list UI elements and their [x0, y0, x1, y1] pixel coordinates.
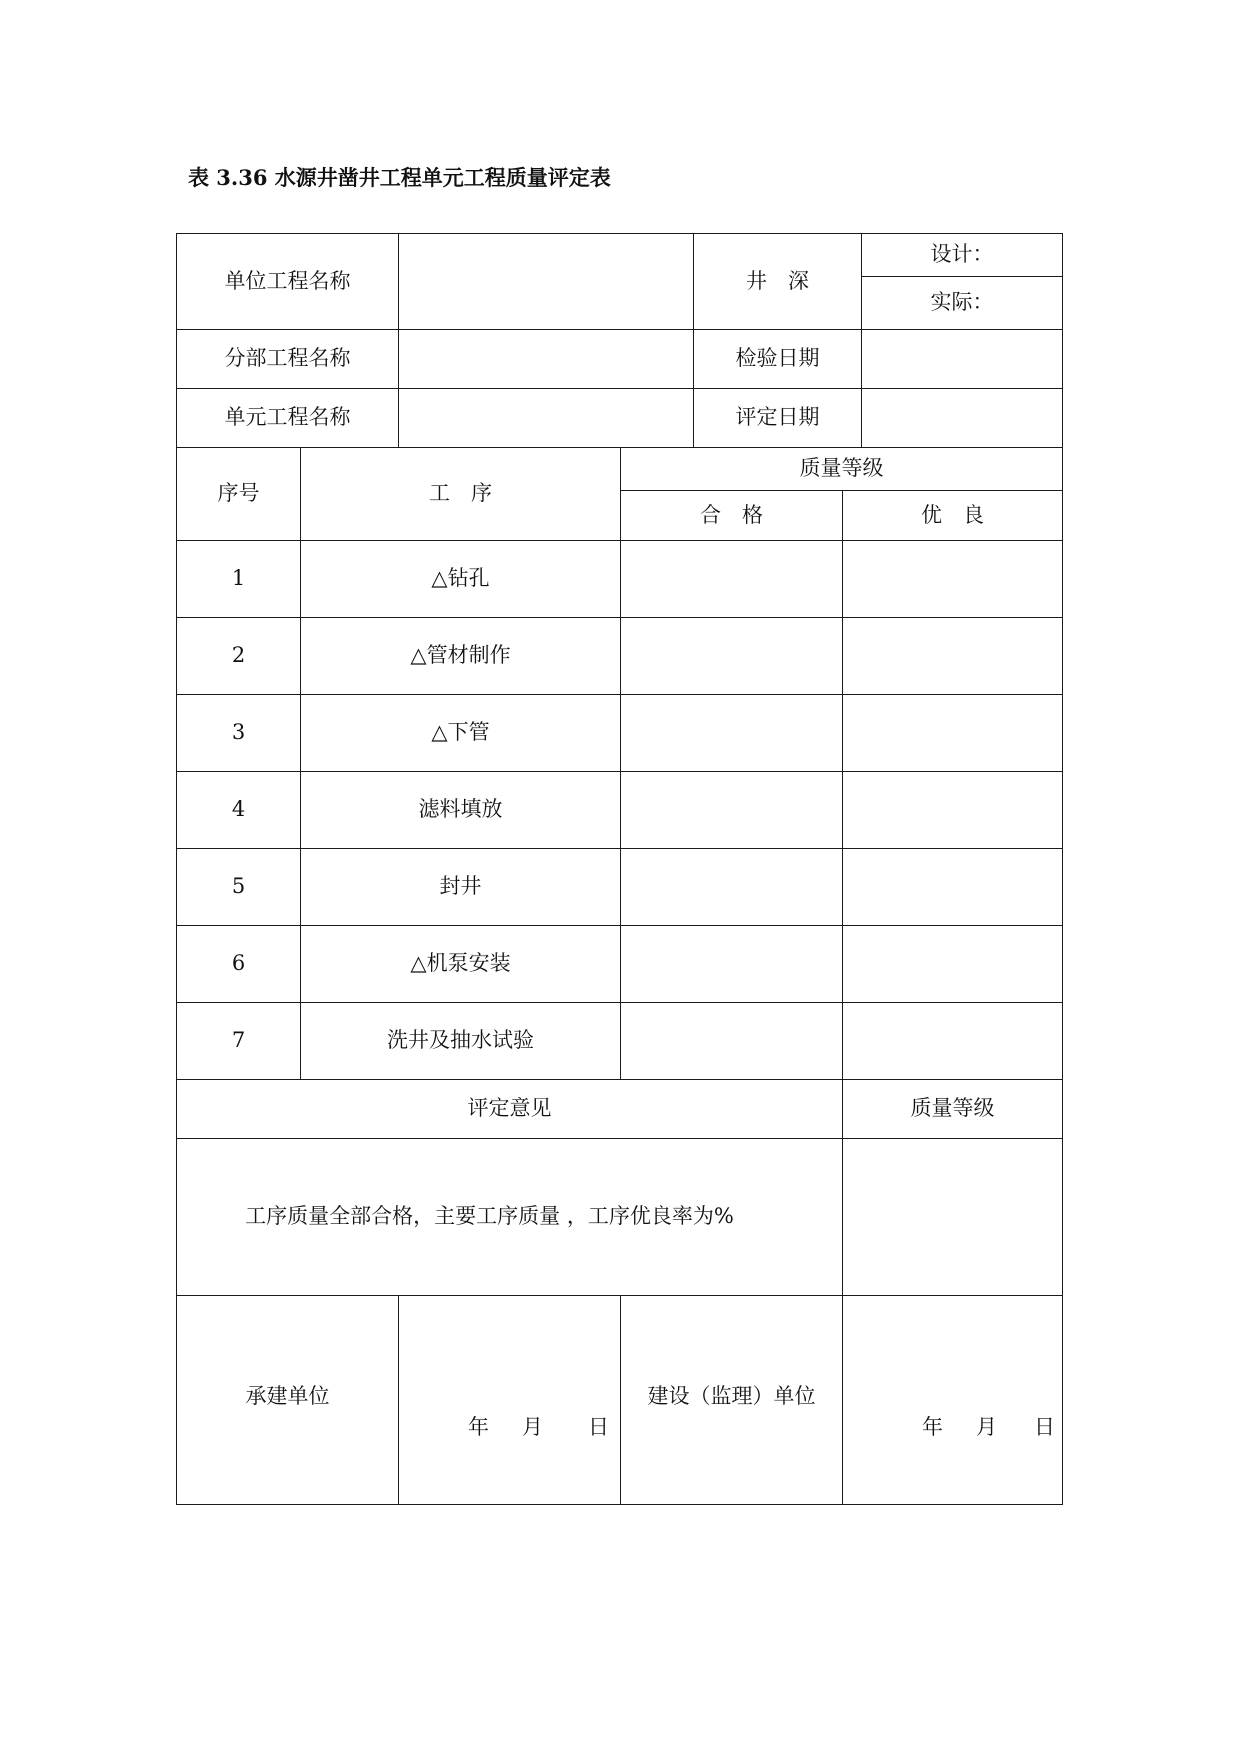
contractor-date-day: 日 — [588, 1415, 609, 1439]
owner-signature-field[interactable] — [842, 1295, 1063, 1505]
evaluation-opinion-text[interactable]: 工序质量全部合格，主要工序质量 ，工序优良率为% — [176, 1138, 843, 1296]
contractor-date-month: 月 — [522, 1415, 543, 1439]
evaluation-date-label: 评定日期 — [693, 388, 862, 448]
element-project-name-label: 单元工程名称 — [176, 388, 399, 448]
row-qualified-cell[interactable] — [620, 1002, 843, 1080]
division-project-name-label: 分部工程名称 — [176, 329, 399, 389]
row-no: 7 — [176, 1002, 301, 1080]
qualified-header: 合 格 — [620, 490, 843, 541]
unit-project-name-label: 单位工程名称 — [176, 233, 399, 330]
row-excellent-cell[interactable] — [842, 694, 1063, 772]
row-no: 6 — [176, 925, 301, 1003]
contractor-signature-field[interactable] — [398, 1295, 621, 1505]
row-qualified-cell[interactable] — [620, 694, 843, 772]
owner-date-year: 年 — [922, 1415, 943, 1439]
contractor-date-year: 年 — [468, 1415, 489, 1439]
excellent-header: 优 良 — [842, 490, 1063, 541]
row-excellent-cell[interactable] — [842, 617, 1063, 695]
evaluation-grade-field[interactable] — [842, 1138, 1063, 1296]
contractor-label: 承建单位 — [176, 1295, 399, 1505]
evaluation-grade-header: 质量等级 — [842, 1079, 1063, 1139]
row-excellent-cell[interactable] — [842, 540, 1063, 618]
row-no: 1 — [176, 540, 301, 618]
row-excellent-cell[interactable] — [842, 848, 1063, 926]
row-process: △下管 — [300, 694, 621, 772]
row-excellent-cell[interactable] — [842, 1002, 1063, 1080]
well-depth-label: 井 深 — [693, 233, 862, 330]
division-project-name-field[interactable] — [398, 329, 694, 389]
element-project-name-field[interactable] — [398, 388, 694, 448]
row-qualified-cell[interactable] — [620, 540, 843, 618]
row-no: 5 — [176, 848, 301, 926]
evaluation-date-field[interactable] — [861, 388, 1063, 448]
inspection-date-field[interactable] — [861, 329, 1063, 389]
design-depth-field[interactable]: 设计： — [861, 233, 1063, 277]
row-process: 封井 — [300, 848, 621, 926]
row-no: 2 — [176, 617, 301, 695]
owner-supervisor-label: 建设（监理）单位 — [620, 1295, 843, 1505]
row-excellent-cell[interactable] — [842, 925, 1063, 1003]
inspection-date-label: 检验日期 — [693, 329, 862, 389]
owner-date-day: 日 — [1034, 1415, 1055, 1439]
row-qualified-cell[interactable] — [620, 848, 843, 926]
evaluation-opinion-header: 评定意见 — [176, 1079, 843, 1139]
quality-grade-header: 质量等级 — [620, 447, 1063, 491]
row-process: 洗井及抽水试验 — [300, 1002, 621, 1080]
row-process: △钻孔 — [300, 540, 621, 618]
row-qualified-cell[interactable] — [620, 925, 843, 1003]
actual-depth-field[interactable]: 实际： — [861, 276, 1063, 330]
row-process: △机泵安装 — [300, 925, 621, 1003]
row-no: 4 — [176, 771, 301, 849]
owner-date-month: 月 — [976, 1415, 997, 1439]
row-no: 3 — [176, 694, 301, 772]
seq-header: 序号 — [176, 447, 301, 541]
row-process: △管材制作 — [300, 617, 621, 695]
process-header: 工 序 — [300, 447, 621, 541]
row-excellent-cell[interactable] — [842, 771, 1063, 849]
row-qualified-cell[interactable] — [620, 617, 843, 695]
unit-project-name-field[interactable] — [398, 233, 694, 330]
row-process: 滤料填放 — [300, 771, 621, 849]
page-title: 表 3.36 水源井凿井工程单元工程质量评定表 — [188, 165, 611, 190]
row-qualified-cell[interactable] — [620, 771, 843, 849]
